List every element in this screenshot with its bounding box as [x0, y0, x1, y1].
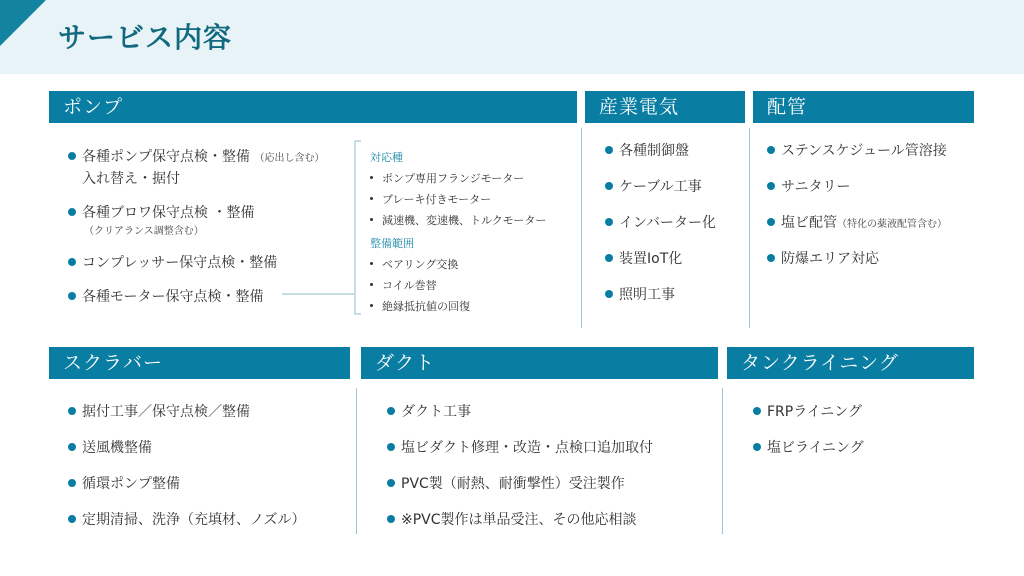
bullet-icon	[605, 290, 613, 298]
section-header-piping: 配管	[753, 91, 974, 123]
list-item: 照明工事	[605, 284, 675, 304]
bullet-icon	[753, 443, 761, 451]
list-item: ケーブル工事	[605, 176, 702, 196]
bullet-icon	[68, 515, 76, 523]
list-item: ステンスケジュール管溶接	[767, 140, 947, 160]
detail-item: ポンプ専用フランジモーター	[366, 170, 524, 186]
bullet-icon	[767, 182, 775, 190]
list-item: 据付工事／保守点検／整備	[68, 401, 250, 421]
list-item: コンプレッサー保守点検・整備	[68, 252, 277, 272]
bullet-icon	[387, 479, 395, 487]
list-item: 各種ブロワ保守点検 ・整備	[68, 202, 254, 222]
section-header-pump: ポンプ	[49, 91, 577, 123]
bullet-icon	[605, 218, 613, 226]
section-header-scrubber: スクラバー	[49, 347, 350, 379]
bullet-icon	[767, 218, 775, 226]
list-item: ※PVC製作は単品受注、その他応相談	[387, 509, 637, 529]
list-item: 送風機整備	[68, 437, 152, 457]
section-header-duct: ダクト	[361, 347, 718, 379]
bullet-icon	[767, 146, 775, 154]
detail-item: ブレーキ付きモーター	[366, 191, 491, 207]
list-item: インバーター化	[605, 212, 716, 232]
list-item: 定期清掃、洗浄（充填材、ノズル）	[68, 509, 305, 529]
list-item: 各種ポンプ保守点検・整備 （応出し含む）	[68, 146, 324, 166]
bullet-icon	[753, 407, 761, 415]
detail-item: 減速機、変速機、トルクモーター	[366, 212, 546, 228]
list-item: FRPライニング	[753, 401, 862, 421]
list-item: サニタリー	[767, 176, 850, 196]
list-item: 各種制御盤	[605, 140, 689, 160]
list-item: 各種モーター保守点検・整備	[68, 286, 263, 306]
list-item: 塩ビダクト修理・改造・点検口追加取付	[387, 437, 653, 457]
list-item: 循環ポンプ整備	[68, 473, 180, 493]
detail-item: ベアリング交換	[366, 256, 458, 272]
list-item-continuation: 入れ替え・据付	[82, 171, 180, 187]
section-header-electric: 産業電気	[585, 91, 745, 123]
bullet-icon	[387, 407, 395, 415]
list-item: 塩ビ配管（特化の薬液配管含む）	[767, 212, 947, 232]
list-item: 防爆エリア対応	[767, 248, 879, 268]
bullet-icon	[767, 254, 775, 262]
bullet-icon	[68, 443, 76, 451]
list-item: ダクト工事	[387, 401, 471, 421]
list-item: 装置IoT化	[605, 248, 682, 268]
bullet-icon	[605, 146, 613, 154]
bullet-icon	[605, 254, 613, 262]
section-header-tank: タンクライニング	[727, 347, 974, 379]
list-item: 塩ビライニング	[753, 437, 864, 457]
bullet-icon	[68, 479, 76, 487]
detail-heading: 整備範囲	[370, 237, 414, 250]
bullet-icon	[605, 182, 613, 190]
detail-item: 絶縁抵抗値の回復	[366, 298, 470, 314]
list-item-note: （クリアランス調整含む）	[84, 226, 204, 237]
bullet-icon	[387, 515, 395, 523]
bullet-icon	[68, 407, 76, 415]
list-item: PVC製（耐熱、耐衝撃性）受注製作	[387, 473, 625, 493]
page-title: サービス内容	[58, 21, 233, 54]
detail-heading: 対応種	[370, 151, 403, 164]
bullet-icon	[387, 443, 395, 451]
detail-item: コイル巻替	[366, 277, 437, 293]
